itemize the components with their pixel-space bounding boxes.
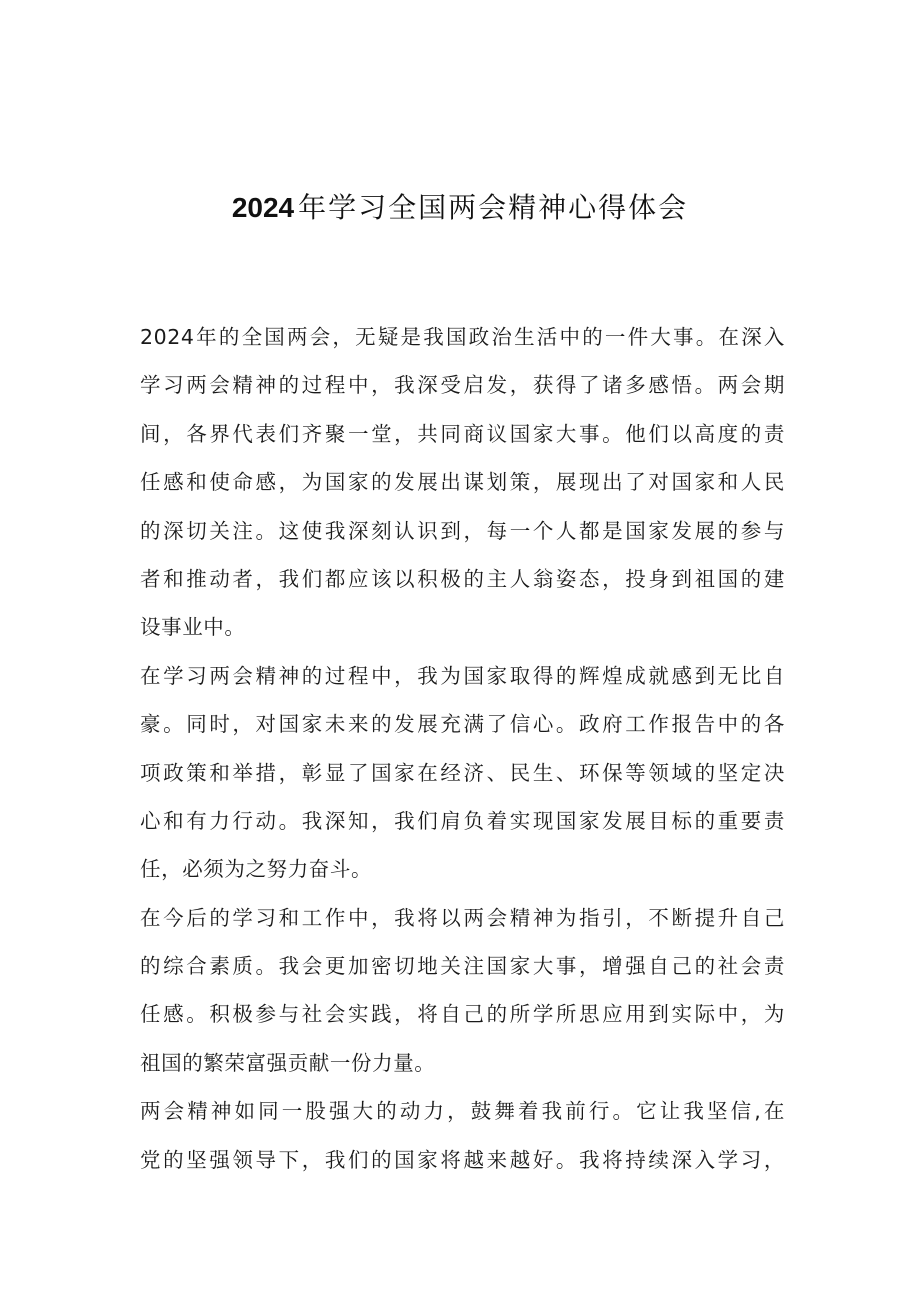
document-body — [140, 313, 785, 1184]
paragraph-line: 在学习两会精神的过程中，我为国家取得的辉煌成就感到无比自 — [140, 663, 785, 688]
document-title — [0, 186, 920, 230]
paragraph-line: 设事业中。 — [140, 615, 246, 640]
paragraph-line: 任感。积极参与社会实践，将自己的所学所思应用到实际中，为 — [140, 1002, 785, 1027]
paragraph-line: 党的坚强领导下，我们的国家将越来越好。我将持续深入学习， — [140, 1147, 785, 1172]
title-year: 2024 — [231, 192, 295, 223]
paragraph-line: 的深切关注。这使我深刻认识到，每一个人都是国家发展的参与 — [140, 518, 785, 543]
paragraph-line: 间，各界代表们齐聚一堂，共同商议国家大事。他们以高度的责 — [140, 421, 785, 446]
paragraph-line: 2024年的全国两会，无疑是我国政治生活中的一件大事。在深入 — [140, 325, 785, 349]
paragraph-line: 豪。同时，对国家未来的发展充满了信心。政府工作报告中的各 — [140, 712, 785, 737]
title-text: 年学习全国两会精神心得体会 — [298, 191, 689, 224]
paragraph-line: 学习两会精神的过程中，我深受启发，获得了诸多感悟。两会期 — [140, 373, 785, 398]
paragraph-line: 两会精神如同一股强大的动力，鼓舞着我前行。它让我坚信,在 — [140, 1099, 785, 1124]
paragraph-line: 在今后的学习和工作中，我将以两会精神为指引，不断提升自己 — [140, 905, 785, 930]
paragraph-line: 项政策和举措，彰显了国家在经济、民生、环保等领域的坚定决 — [140, 760, 785, 785]
paragraph-line: 心和有力行动。我深知，我们肩负着实现国家发展目标的重要责 — [140, 808, 785, 833]
paragraph-line: 任感和使命感，为国家的发展出谋划策，展现出了对国家和人民 — [140, 470, 785, 495]
paragraph-line: 任，必须为之努力奋斗。 — [140, 857, 373, 882]
paragraph-line: 的综合素质。我会更加密切地关注国家大事，增强自己的社会责 — [140, 954, 785, 979]
paragraph-line: 者和推动者，我们都应该以积极的主人翁姿态，投身到祖国的建 — [140, 566, 785, 591]
paragraph-line: 祖国的繁荣富强贡献一份力量。 — [140, 1050, 436, 1075]
